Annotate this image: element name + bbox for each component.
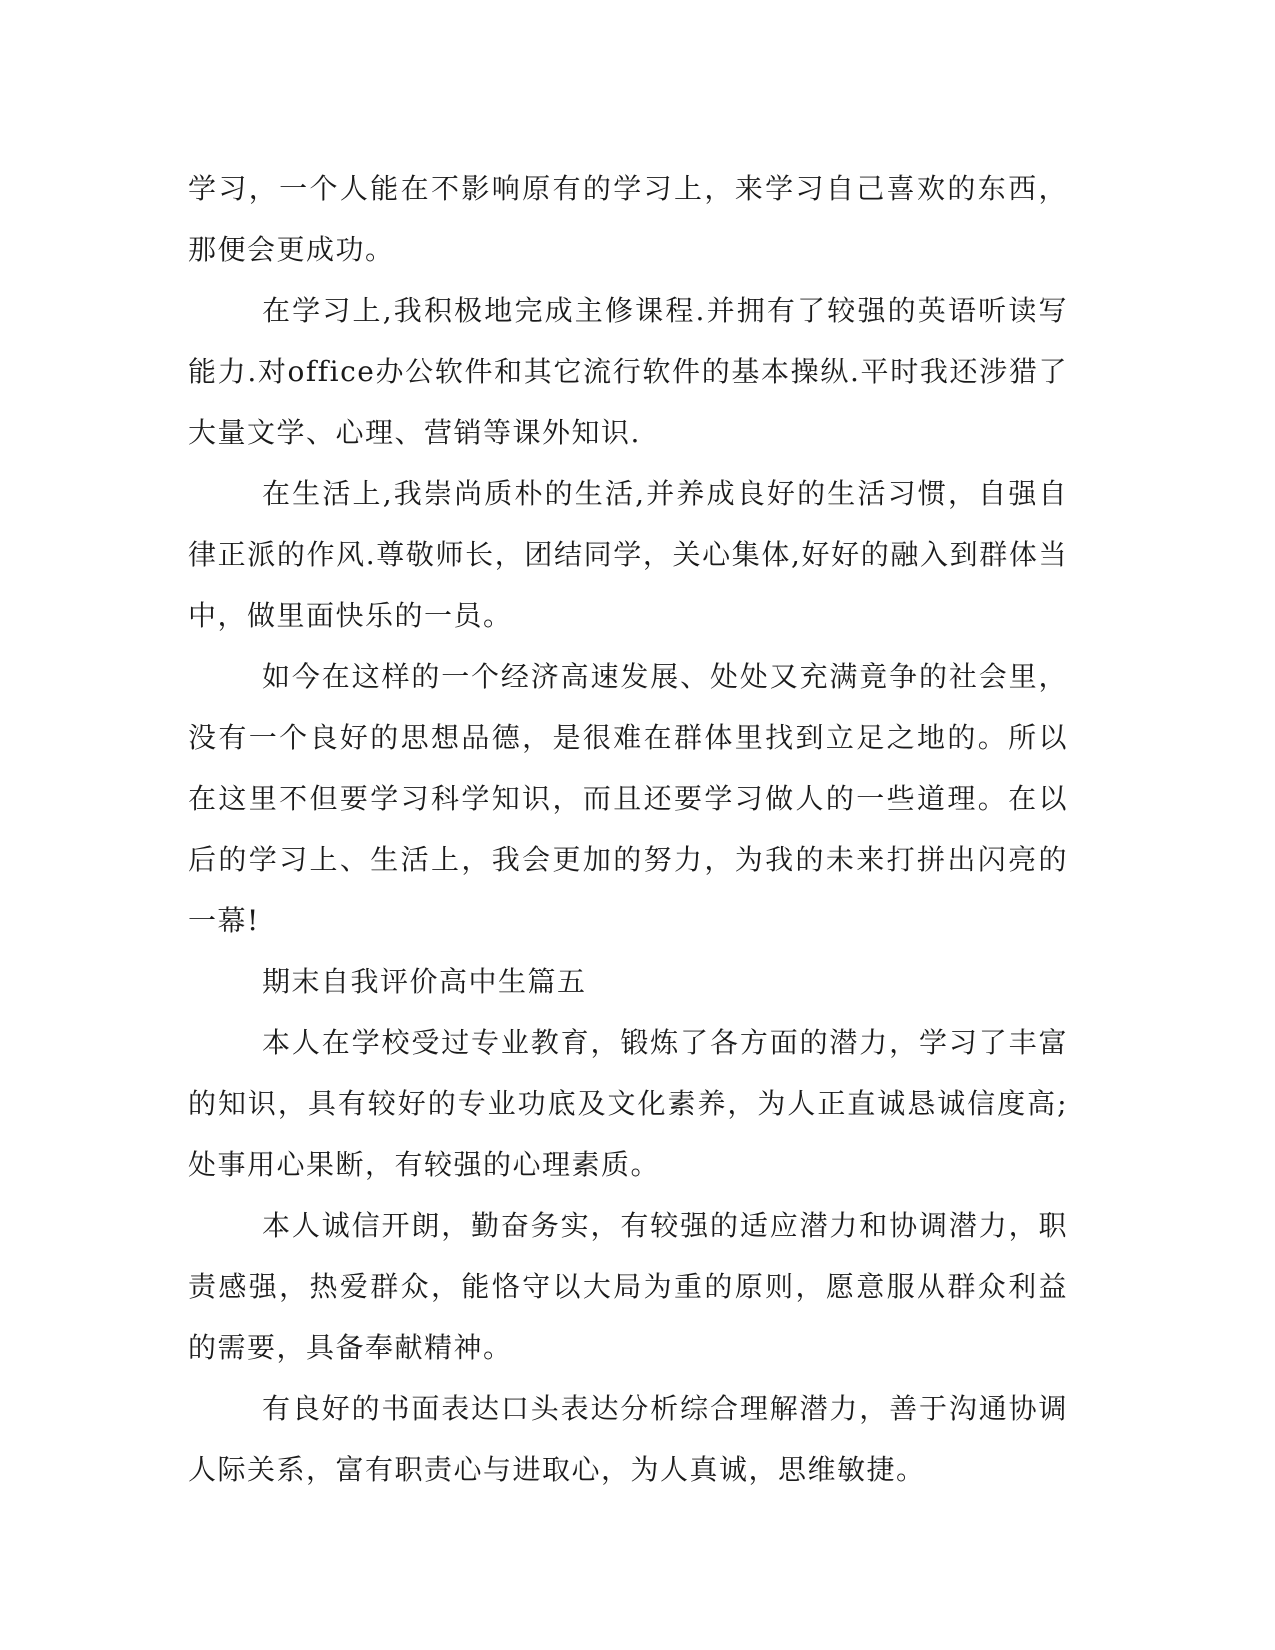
paragraph-2: 在学习上,我积极地完成主修课程.并拥有了较强的英语听读写能力.对office办公软件和其它流行软件的基本操纵.平时我还涉猎了大量文学、心理、营销等课外知识. bbox=[188, 294, 1068, 449]
document-body bbox=[188, 158, 1068, 1500]
paragraph-1: 学习，一个人能在不影响原有的学习上，来学习自己喜欢的东西，那便会更成功。 bbox=[188, 172, 1068, 266]
paragraph-5: 本人在学校受过专业教育，锻炼了各方面的潜力，学习了丰富的知识，具有较好的专业功底及文化素养，为人正直诚恳诚信度高;处事用心果断，有较强的心理素质。 bbox=[188, 1026, 1068, 1181]
paragraph-3: 在生活上,我崇尚质朴的生活,并养成良好的生活习惯，自强自律正派的作风.尊敬师长，团结同学，关心集体,好好的融入到群体当中，做里面快乐的一员。 bbox=[188, 477, 1068, 632]
section-heading: 期末自我评价高中生篇五 bbox=[262, 965, 587, 998]
paragraph-7: 有良好的书面表达口头表达分析综合理解潜力，善于沟通协调人际关系，富有职责心与进取心，为人真诚，思维敏捷。 bbox=[188, 1392, 1068, 1486]
paragraph-6: 本人诚信开朗，勤奋务实，有较强的适应潜力和协调潜力，职责感强，热爱群众，能恪守以大局为重的原则，愿意服从群众利益的需要，具备奉献精神。 bbox=[188, 1209, 1068, 1364]
paragraph-4: 如今在这样的一个经济高速发展、处处又充满竟争的社会里，没有一个良好的思想品德，是很难在群体里找到立足之地的。所以在这里不但要学习科学知识，而且还要学习做人的一些道理。在以后的学习上、生活上，我会更加的努力，为我的未来打拼出闪亮的一幕! bbox=[188, 660, 1068, 937]
